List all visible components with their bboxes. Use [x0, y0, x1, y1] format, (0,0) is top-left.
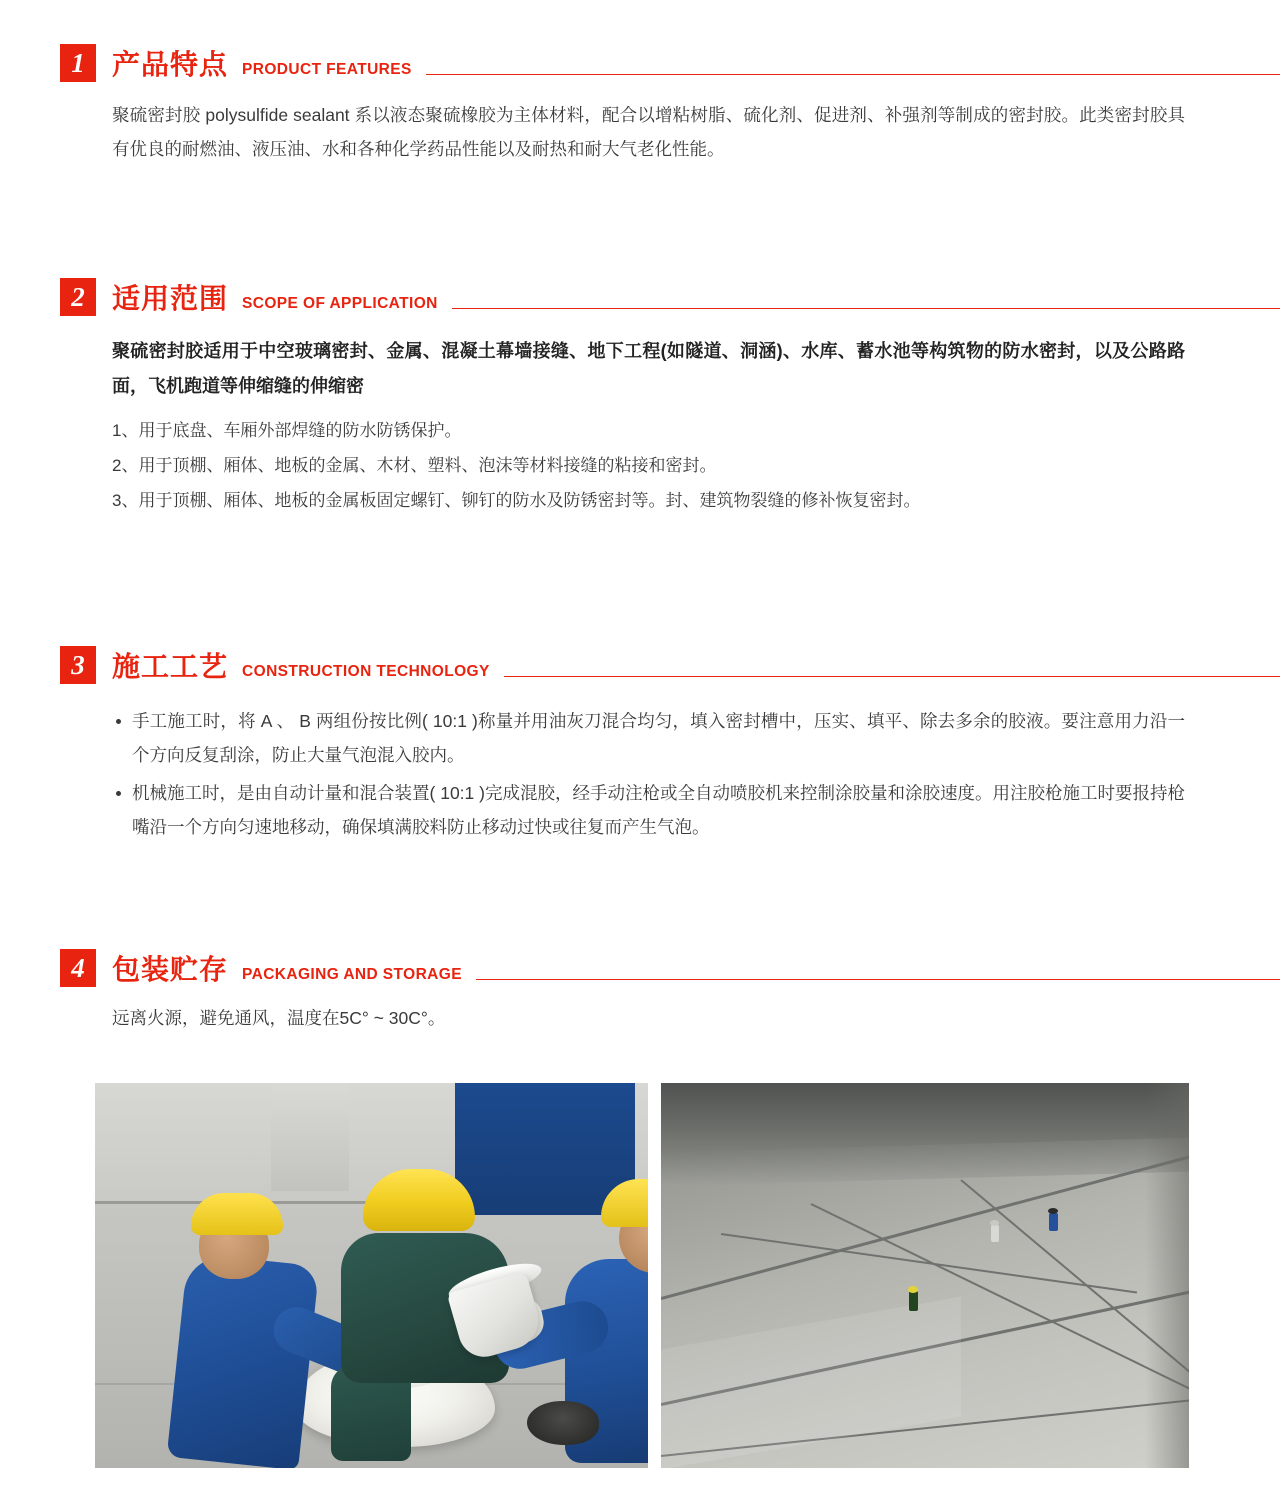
section-packaging-and-storage [0, 943, 1280, 1035]
section-1-paragraph: 聚硫密封胶 polysulfide sealant 系以液态聚硫橡胶为主体材料，配合以增粘树脂、硫化剂、促进剂、补强剂等制成的密封胶。此类密封胶具有优良的耐燃油、液压油、水和各种化学药品性能以及耐热和耐大气老化性能。 [112, 105, 1185, 160]
section-2-title-en: SCOPE OF APPLICATION [242, 294, 438, 312]
section-1-title-cn: 产品特点 [112, 49, 229, 80]
section-2-number: 2 [60, 278, 96, 316]
photo-right-worker-1 [909, 1291, 918, 1311]
photo-left-worker-blue-body [167, 1253, 320, 1468]
concrete-dam-slope-photo [661, 1083, 1189, 1468]
section-1-divider [426, 74, 1280, 75]
photo-right-worker-2 [991, 1225, 999, 1242]
photo-left-bg-pipe [271, 1083, 349, 1191]
section-3-divider [504, 676, 1280, 677]
workers-mixing-sealant-photo [95, 1083, 648, 1468]
section-4-body [0, 1001, 1280, 1035]
section-4-divider [476, 979, 1280, 980]
section-3-number: 3 [60, 646, 96, 684]
photo-right-edge-shadow [1145, 1083, 1189, 1468]
section-4-number: 4 [60, 949, 96, 987]
section-2-item-3: 3、用于顶棚、厢体、地板的金属板固定螺钉、铆钉的防水及防锈密封等。封、建筑物裂缝的修补恢复密封。 [112, 490, 921, 510]
section-1-title-en: PRODUCT FEATURES [242, 60, 412, 78]
section-3-body [0, 704, 1280, 845]
section-2-item-1: 1、用于底盘、车厢外部焊缝的防水防锈保护。 [112, 421, 462, 441]
section-1-header [0, 38, 1280, 82]
section-3-bullet-2: 机械施工时，是由自动计量和混合装置( 10:1 )完成混胶，经手动注枪或全自动喷胶机来控制涂胶量和涂胶速度。用注胶枪施工时要报持枪嘴沿一个方向匀速地移动，确保填满胶料防止移动过快或往复而产生气泡。 [120, 776, 1185, 844]
section-1-number: 1 [60, 44, 96, 82]
photo-left-worker-blue-helmet [191, 1193, 283, 1235]
section-4-paragraph: 远离火源，避免通风，温度在5C° ~ 30C°。 [112, 1008, 446, 1028]
section-3-title-en: CONSTRUCTION TECHNOLOGY [242, 662, 490, 680]
photo-gallery [95, 1083, 1189, 1468]
section-2-item-2: 2、用于顶棚、厢体、地板的金属、木材、塑料、泡沫等材料接缝的粘接和密封。 [112, 456, 717, 476]
photo-right-worker-3-head [1048, 1208, 1058, 1214]
photo-right-worker-1-helmet [908, 1286, 918, 1293]
section-1-body [0, 98, 1280, 166]
section-3-title-cn: 施工工艺 [112, 651, 229, 682]
section-3-header [0, 640, 1280, 684]
section-product-features [0, 38, 1280, 166]
section-4-title-cn: 包装贮存 [112, 954, 229, 985]
section-scope-of-application [0, 272, 1280, 519]
section-3-bullet-list [100, 704, 1185, 845]
section-3-bullet-1: 手工施工时，将 A 、 B 两组份按比例( 10:1 )称量并用油灰刀混合均匀，填入密封槽中，压实、填平、除去多余的胶液。要注意用力沿一个方向反复刮涂，防止大量气泡混入胶内。 [120, 704, 1185, 772]
section-4-header [0, 943, 1280, 987]
section-2-header [0, 272, 1280, 316]
section-2-body [0, 334, 1280, 519]
section-construction-technology [0, 640, 1280, 849]
photo-right-worker-3 [1049, 1213, 1058, 1231]
section-2-lead-text: 聚硫密封胶适用于中空玻璃密封、金属、混凝土幕墙接缝、地下工程(如隧道、洞涵)、水库、蓄水池等构筑物的防水密封，以及公路路面，飞机跑道等伸缩缝的伸缩密 [112, 341, 1185, 397]
photo-right-worker-2-head [990, 1220, 999, 1226]
section-2-title-cn: 适用范围 [112, 283, 229, 314]
photo-left-tool [527, 1401, 599, 1445]
section-4-title-en: PACKAGING AND STORAGE [242, 965, 462, 983]
section-2-divider [452, 308, 1280, 309]
